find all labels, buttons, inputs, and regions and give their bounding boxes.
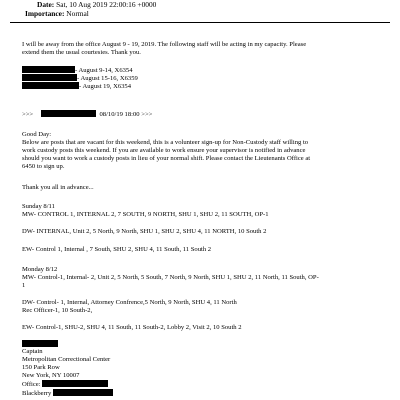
date-row — [37, 0, 156, 9]
monday-dw-line-2: Rec Officer-1, 10 South-2, — [22, 307, 93, 314]
redaction-block — [42, 380, 108, 387]
away-line-1: I will be away from the office August 9 - 19, 2019. The following staff will be acting in my capacity. Please — [22, 41, 307, 48]
redaction-block — [53, 389, 113, 396]
signature-address-1: 150 Park Row — [22, 364, 60, 371]
redaction-block — [22, 66, 75, 73]
signature-office: Office: — [22, 380, 108, 389]
acting-staff-1: - August 9-14, X6354 — [22, 66, 133, 75]
away-line-2: extend them the usual courtesies. Thank you. — [22, 49, 141, 56]
monday-heading: Monday 8/12 — [22, 266, 58, 273]
date-value: Sat, 10 Aug 2019 22:00:16 +0000 — [56, 0, 157, 9]
signature-org: Metropolitan Correctional Center — [22, 356, 111, 363]
para1-line-3: should you want to work a custody posts in lieu of your normal shift. Please contact the Lieutenants Office at — [22, 155, 311, 162]
importance-value: Normal — [66, 9, 89, 18]
monday-mw-line-2: 1 — [22, 282, 26, 289]
forward-line: >>> 08/10/19 18:00 >>> — [22, 111, 153, 118]
signature-blackberry: Blackberry — [22, 389, 113, 398]
signature-title: Captain — [22, 348, 43, 355]
header-divider — [10, 22, 390, 23]
thanks-line: Thank you all in advance... — [22, 184, 94, 191]
redaction-block — [41, 110, 96, 117]
monday-ew: EW- Control-1, SHU-2, SHU 4, 11 South, 11 South-2, Lobby 2, Visit 2, 10 South 2 — [22, 324, 242, 331]
redaction-block — [22, 82, 79, 89]
importance-row — [25, 9, 89, 18]
redaction-block — [22, 340, 58, 347]
importance-label: Importance: — [25, 9, 65, 18]
para1-line-4: 6450 to sign up. — [22, 163, 65, 170]
signature-address-2: New York, NY 10007 — [22, 372, 80, 379]
greeting: Good Day: — [22, 131, 52, 138]
acting-staff-3: - August 19, X6354 — [22, 82, 131, 91]
sunday-dw: DW- INTERNAL, Unit 2, 5 North, 9 North, SHU 1, SHU 2, SHU 4, 11 NORTH, 10 South 2 — [22, 228, 267, 235]
para1-line-2: work custody posts this weekend. If you are available to work ensure your supervisor is notified in advance — [22, 147, 306, 154]
sunday-heading: Sunday 8/11 — [22, 203, 55, 210]
redaction-block — [22, 74, 77, 81]
date-label: Date: — [37, 0, 55, 9]
sunday-ew: EW- Control 1, Internal , 7 South, SHU 2, SHU 4, 11 South, 11 South 2 — [22, 246, 212, 253]
acting-staff-2: - August 15-16, X6359 — [22, 74, 138, 83]
para1-line-1: Below are posts that are vacant for this weekend, this is a volunteer sign-up for Non-Custody staff willing to — [22, 139, 309, 146]
sunday-mw: MW- CONTROL 1, INTERNAL 2, 7 SOUTH, 9 NORTH, SHU 1, SHU 2, 11 SOUTH, OP-1 — [22, 211, 269, 218]
monday-dw-line-1: DW- Control- 1, Internal, Attorney Confrence,5 North, 9 North, SHU 4, 11 North — [22, 299, 237, 306]
monday-mw-line-1: MW- Control-1, Internal- 2, Unit 2, 5 North, 5 South, 7 North, 9 North, SHU 1, SHU 2, 11 North, 11 South, OP- — [22, 274, 319, 281]
